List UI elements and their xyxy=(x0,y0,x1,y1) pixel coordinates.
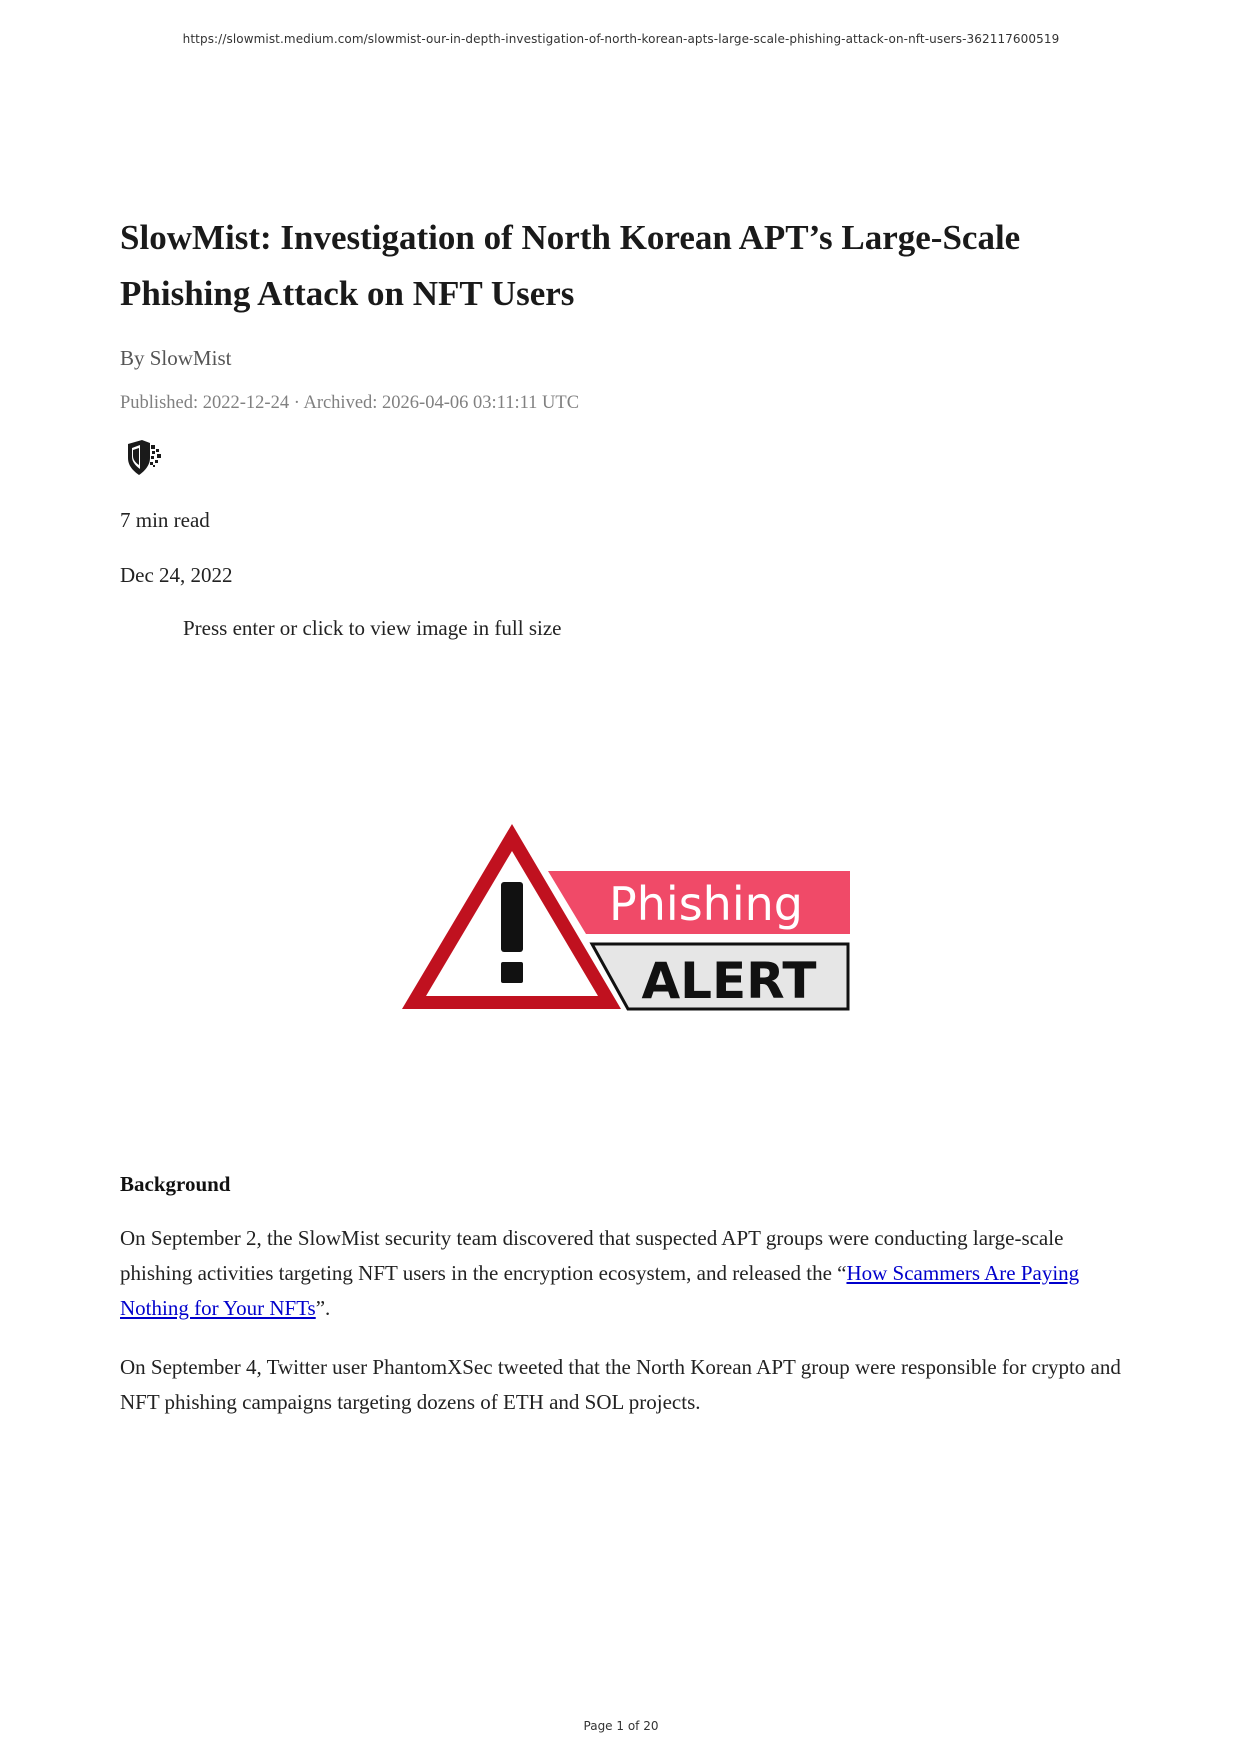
alert-banner-text: ALERT xyxy=(641,952,817,1010)
image-caption[interactable]: Press enter or click to view image in full size xyxy=(183,616,562,640)
section-heading-background: Background xyxy=(120,1172,231,1196)
phishing-banner xyxy=(548,871,850,934)
paragraph-1-text-after: ”. xyxy=(315,1296,331,1320)
paragraph-1 xyxy=(120,1221,1130,1326)
paragraph-1-text-before: On September 2, the SlowMist security team discovered that suspected APT groups were conducting large-scale phishing activities targeting NFT users in the encryption ecosystem, and released the “ xyxy=(120,1226,1064,1285)
phishing-banner-text: Phishing xyxy=(609,877,803,931)
slowmist-shield-logo-icon xyxy=(120,434,166,480)
page-number: Page 1 of 20 xyxy=(583,1719,659,1733)
read-time: 7 min read xyxy=(120,508,210,532)
article-header xyxy=(120,210,1130,641)
article-title: SlowMist: Investigation of North Korean APT’s Large-Scale Phishing Attack on NFT Users xyxy=(120,218,1021,313)
alert-banner xyxy=(592,944,848,1010)
publish-info: Published: 2022-12-24 · Archived: 2026-04-06 03:11:11 UTC xyxy=(120,393,580,413)
phishing-alert-image[interactable] xyxy=(396,818,856,1018)
article-date: Dec 24, 2022 xyxy=(120,563,233,587)
paragraph-2: On September 4, Twitter user PhantomXSec tweeted that the North Korean APT group were responsible for crypto and NFT phishing campaigns targeting dozens of ETH and SOL projects. xyxy=(120,1355,1121,1414)
page-url-header: https://slowmist.medium.com/slowmist-our-in-depth-investigation-of-north-korean-apts-large-scale-phishing-attack-on-nft-users-362117600519 xyxy=(182,32,1060,46)
article-body xyxy=(120,1172,1130,1420)
author-byline: By SlowMist xyxy=(120,346,232,370)
scammers-article-link[interactable]: How Scammers Are Paying Nothing for Your NFTs xyxy=(120,1261,1080,1320)
